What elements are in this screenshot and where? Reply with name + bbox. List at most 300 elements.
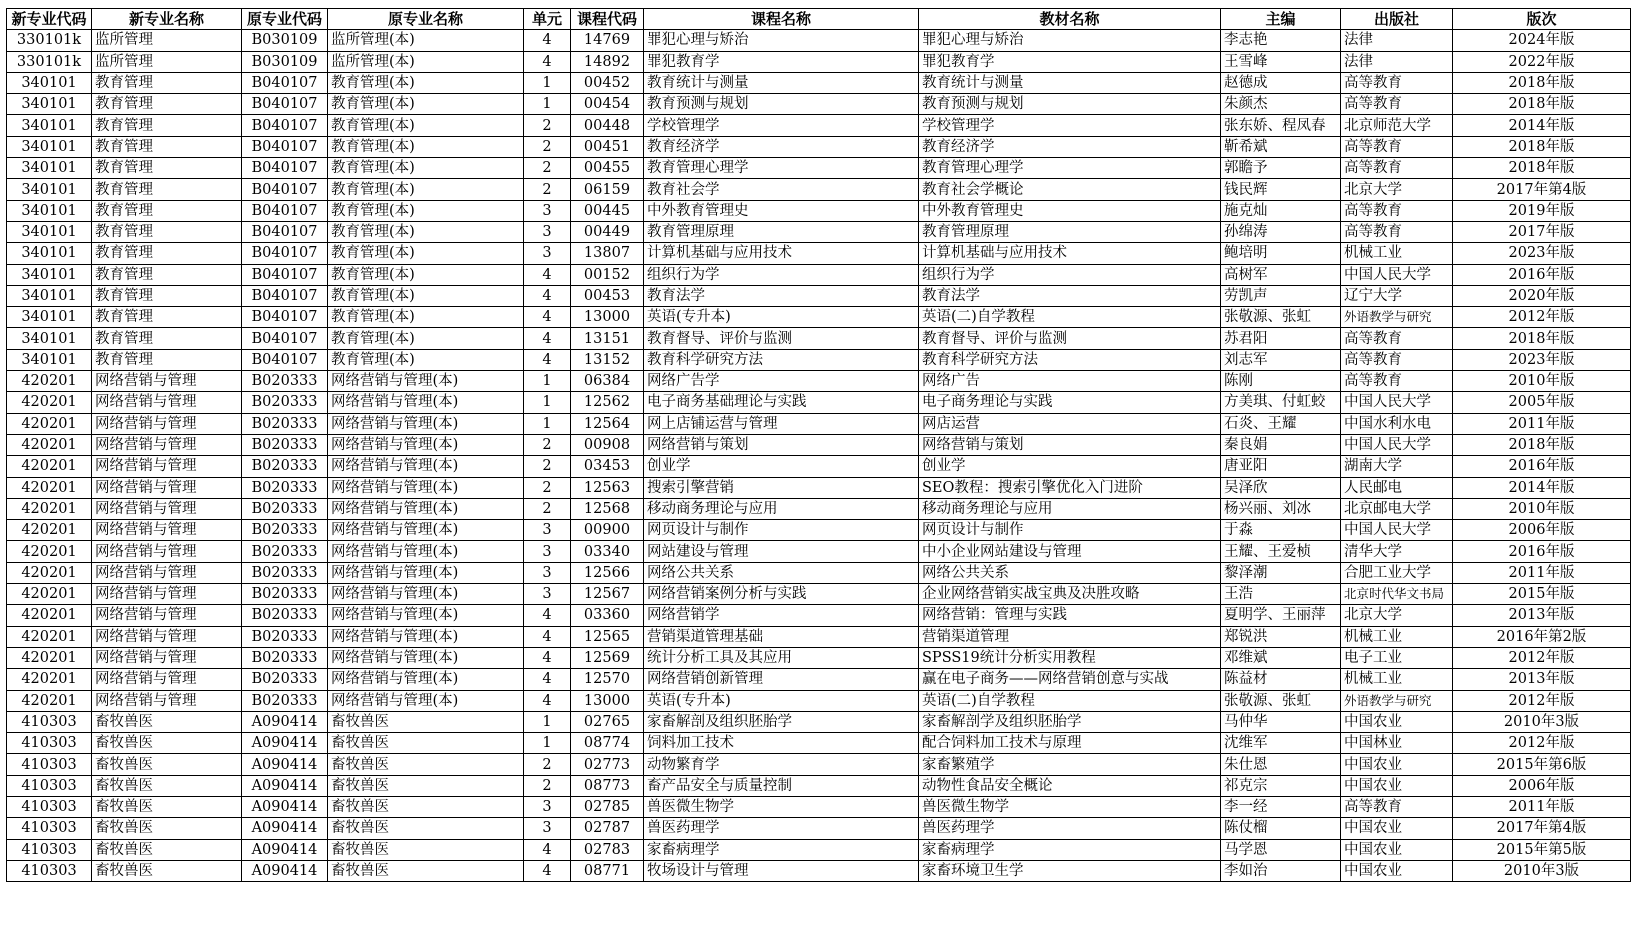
cell-old-major-name: 教育管理(本) bbox=[328, 94, 524, 115]
cell-edition: 2012年版 bbox=[1453, 307, 1631, 328]
table-row bbox=[7, 711, 1631, 732]
cell-edition: 2015年版 bbox=[1453, 584, 1631, 605]
cell-editor: 陈刚 bbox=[1221, 371, 1341, 392]
cell-edition: 2010年3版 bbox=[1453, 860, 1631, 881]
cell-edition: 2018年版 bbox=[1453, 328, 1631, 349]
cell-course-name: 统计分析工具及其应用 bbox=[644, 647, 919, 668]
cell-new-major-name: 网络营销与管理 bbox=[92, 669, 242, 690]
cell-new-major-code: 340101 bbox=[7, 285, 92, 306]
table-row bbox=[7, 839, 1631, 860]
cell-edition: 2018年版 bbox=[1453, 72, 1631, 93]
cell-publisher: 中国农业 bbox=[1341, 818, 1453, 839]
cell-edition: 2014年版 bbox=[1453, 115, 1631, 136]
cell-new-major-code: 330101k bbox=[7, 30, 92, 51]
cell-course-code: 00451 bbox=[571, 136, 644, 157]
cell-course-name: 家畜病理学 bbox=[644, 839, 919, 860]
cell-course-name: 家畜解剖及组织胚胎学 bbox=[644, 711, 919, 732]
cell-new-major-name: 监所管理 bbox=[92, 51, 242, 72]
table-row bbox=[7, 626, 1631, 647]
cell-textbook-name: 网络营销：管理与实践 bbox=[919, 605, 1221, 626]
cell-editor: 鲍培明 bbox=[1221, 243, 1341, 264]
table-row bbox=[7, 285, 1631, 306]
cell-edition: 2006年版 bbox=[1453, 775, 1631, 796]
cell-textbook-name: 移动商务理论与应用 bbox=[919, 498, 1221, 519]
cell-new-major-code: 420201 bbox=[7, 498, 92, 519]
cell-edition: 2015年第5版 bbox=[1453, 839, 1631, 860]
table-row bbox=[7, 690, 1631, 711]
cell-textbook-name: 家畜病理学 bbox=[919, 839, 1221, 860]
cell-editor: 钱民辉 bbox=[1221, 179, 1341, 200]
header-edition: 版次 bbox=[1453, 9, 1631, 30]
cell-old-major-code: A090414 bbox=[242, 796, 328, 817]
cell-new-major-code: 340101 bbox=[7, 349, 92, 370]
cell-course-name: 教育预测与规划 bbox=[644, 94, 919, 115]
cell-new-major-name: 网络营销与管理 bbox=[92, 541, 242, 562]
cell-course-name: 网页设计与制作 bbox=[644, 520, 919, 541]
table-row bbox=[7, 647, 1631, 668]
cell-old-major-name: 监所管理(本) bbox=[328, 51, 524, 72]
cell-course-name: 教育法学 bbox=[644, 285, 919, 306]
cell-edition: 2014年版 bbox=[1453, 477, 1631, 498]
cell-editor: 张敬源、张虹 bbox=[1221, 307, 1341, 328]
cell-course-code: 02783 bbox=[571, 839, 644, 860]
cell-edition: 2011年版 bbox=[1453, 413, 1631, 434]
cell-old-major-name: 畜牧兽医 bbox=[328, 796, 524, 817]
cell-unit: 3 bbox=[524, 584, 571, 605]
cell-new-major-code: 420201 bbox=[7, 626, 92, 647]
cell-new-major-name: 网络营销与管理 bbox=[92, 477, 242, 498]
table-row bbox=[7, 221, 1631, 242]
cell-publisher: 高等教育 bbox=[1341, 221, 1453, 242]
cell-textbook-name: 英语(二)自学教程 bbox=[919, 690, 1221, 711]
cell-edition: 2018年版 bbox=[1453, 136, 1631, 157]
cell-editor: 王浩 bbox=[1221, 584, 1341, 605]
cell-course-name: 牧场设计与管理 bbox=[644, 860, 919, 881]
cell-editor: 孙绵涛 bbox=[1221, 221, 1341, 242]
cell-edition: 2005年版 bbox=[1453, 392, 1631, 413]
cell-course-name: 英语(专升本) bbox=[644, 690, 919, 711]
cell-old-major-name: 教育管理(本) bbox=[328, 72, 524, 93]
cell-course-code: 02787 bbox=[571, 818, 644, 839]
cell-new-major-code: 420201 bbox=[7, 647, 92, 668]
cell-new-major-code: 420201 bbox=[7, 690, 92, 711]
cell-new-major-name: 畜牧兽医 bbox=[92, 775, 242, 796]
cell-editor: 石炎、王耀 bbox=[1221, 413, 1341, 434]
cell-new-major-name: 网络营销与管理 bbox=[92, 626, 242, 647]
header-new-major-name: 新专业名称 bbox=[92, 9, 242, 30]
cell-publisher: 法律 bbox=[1341, 51, 1453, 72]
cell-edition: 2006年版 bbox=[1453, 520, 1631, 541]
cell-new-major-name: 教育管理 bbox=[92, 200, 242, 221]
cell-old-major-code: B040107 bbox=[242, 221, 328, 242]
cell-publisher: 高等教育 bbox=[1341, 796, 1453, 817]
cell-unit: 3 bbox=[524, 562, 571, 583]
header-course-code: 课程代码 bbox=[571, 9, 644, 30]
cell-course-code: 02765 bbox=[571, 711, 644, 732]
cell-course-name: 罪犯心理与矫治 bbox=[644, 30, 919, 51]
cell-course-name: 中外教育管理史 bbox=[644, 200, 919, 221]
cell-publisher: 北京大学 bbox=[1341, 179, 1453, 200]
cell-editor: 李一经 bbox=[1221, 796, 1341, 817]
cell-old-major-name: 教育管理(本) bbox=[328, 243, 524, 264]
cell-unit: 3 bbox=[524, 818, 571, 839]
cell-course-code: 00908 bbox=[571, 434, 644, 455]
cell-new-major-name: 畜牧兽医 bbox=[92, 839, 242, 860]
cell-edition: 2016年版 bbox=[1453, 456, 1631, 477]
cell-textbook-name: 英语(二)自学教程 bbox=[919, 307, 1221, 328]
cell-course-code: 03340 bbox=[571, 541, 644, 562]
cell-course-code: 00454 bbox=[571, 94, 644, 115]
cell-course-name: 组织行为学 bbox=[644, 264, 919, 285]
cell-old-major-code: B020333 bbox=[242, 541, 328, 562]
cell-old-major-name: 畜牧兽医 bbox=[328, 733, 524, 754]
cell-new-major-name: 教育管理 bbox=[92, 349, 242, 370]
cell-unit: 2 bbox=[524, 775, 571, 796]
table-row bbox=[7, 584, 1631, 605]
cell-unit: 3 bbox=[524, 520, 571, 541]
cell-editor: 沈维军 bbox=[1221, 733, 1341, 754]
cell-new-major-code: 340101 bbox=[7, 136, 92, 157]
cell-old-major-name: 畜牧兽医 bbox=[328, 775, 524, 796]
cell-old-major-code: A090414 bbox=[242, 775, 328, 796]
cell-course-code: 02785 bbox=[571, 796, 644, 817]
cell-textbook-name: 教育科学研究方法 bbox=[919, 349, 1221, 370]
cell-new-major-code: 420201 bbox=[7, 477, 92, 498]
table-row bbox=[7, 371, 1631, 392]
cell-old-major-code: B040107 bbox=[242, 243, 328, 264]
cell-course-code: 12564 bbox=[571, 413, 644, 434]
cell-publisher: 中国人民大学 bbox=[1341, 392, 1453, 413]
table-row bbox=[7, 541, 1631, 562]
cell-course-name: 教育管理心理学 bbox=[644, 158, 919, 179]
cell-new-major-code: 410303 bbox=[7, 796, 92, 817]
cell-new-major-name: 畜牧兽医 bbox=[92, 754, 242, 775]
cell-new-major-code: 410303 bbox=[7, 860, 92, 881]
cell-new-major-name: 畜牧兽医 bbox=[92, 860, 242, 881]
cell-new-major-name: 教育管理 bbox=[92, 158, 242, 179]
cell-editor: 朱仕恩 bbox=[1221, 754, 1341, 775]
cell-course-code: 00449 bbox=[571, 221, 644, 242]
header-unit: 单元 bbox=[524, 9, 571, 30]
cell-course-code: 13151 bbox=[571, 328, 644, 349]
header-textbook-name: 教材名称 bbox=[919, 9, 1221, 30]
cell-course-code: 03360 bbox=[571, 605, 644, 626]
cell-publisher: 北京大学 bbox=[1341, 605, 1453, 626]
cell-publisher: 高等教育 bbox=[1341, 72, 1453, 93]
cell-textbook-name: 创业学 bbox=[919, 456, 1221, 477]
cell-new-major-code: 410303 bbox=[7, 733, 92, 754]
cell-course-code: 03453 bbox=[571, 456, 644, 477]
cell-edition: 2017年第4版 bbox=[1453, 179, 1631, 200]
cell-unit: 3 bbox=[524, 243, 571, 264]
cell-unit: 2 bbox=[524, 477, 571, 498]
cell-old-major-name: 网络营销与管理(本) bbox=[328, 392, 524, 413]
table-row bbox=[7, 754, 1631, 775]
cell-editor: 劳凯声 bbox=[1221, 285, 1341, 306]
cell-textbook-name: 网络营销与策划 bbox=[919, 434, 1221, 455]
cell-publisher: 中国人民大学 bbox=[1341, 434, 1453, 455]
cell-old-major-code: B030109 bbox=[242, 51, 328, 72]
cell-editor: 李志艳 bbox=[1221, 30, 1341, 51]
cell-old-major-name: 畜牧兽医 bbox=[328, 839, 524, 860]
cell-old-major-code: B040107 bbox=[242, 307, 328, 328]
cell-old-major-name: 教育管理(本) bbox=[328, 349, 524, 370]
cell-publisher: 人民邮电 bbox=[1341, 477, 1453, 498]
cell-old-major-code: B040107 bbox=[242, 349, 328, 370]
cell-course-code: 08774 bbox=[571, 733, 644, 754]
cell-new-major-code: 420201 bbox=[7, 392, 92, 413]
cell-unit: 4 bbox=[524, 264, 571, 285]
cell-edition: 2012年版 bbox=[1453, 733, 1631, 754]
cell-publisher: 高等教育 bbox=[1341, 371, 1453, 392]
cell-textbook-name: 学校管理学 bbox=[919, 115, 1221, 136]
cell-old-major-code: B020333 bbox=[242, 477, 328, 498]
cell-publisher: 中国农业 bbox=[1341, 775, 1453, 796]
cell-textbook-name: 动物性食品安全概论 bbox=[919, 775, 1221, 796]
cell-new-major-name: 网络营销与管理 bbox=[92, 456, 242, 477]
cell-course-name: 网上店铺运营与管理 bbox=[644, 413, 919, 434]
cell-old-major-code: B040107 bbox=[242, 264, 328, 285]
cell-new-major-code: 420201 bbox=[7, 541, 92, 562]
table-row bbox=[7, 456, 1631, 477]
cell-textbook-name: 网店运营 bbox=[919, 413, 1221, 434]
cell-publisher: 合肥工业大学 bbox=[1341, 562, 1453, 583]
cell-course-code: 00448 bbox=[571, 115, 644, 136]
cell-new-major-name: 网络营销与管理 bbox=[92, 647, 242, 668]
cell-edition: 2010年版 bbox=[1453, 498, 1631, 519]
cell-new-major-name: 教育管理 bbox=[92, 136, 242, 157]
cell-old-major-name: 网络营销与管理(本) bbox=[328, 477, 524, 498]
cell-edition: 2024年版 bbox=[1453, 30, 1631, 51]
cell-old-major-name: 教育管理(本) bbox=[328, 158, 524, 179]
header-row bbox=[7, 9, 1631, 30]
cell-new-major-name: 网络营销与管理 bbox=[92, 498, 242, 519]
cell-editor: 赵德成 bbox=[1221, 72, 1341, 93]
cell-old-major-code: B020333 bbox=[242, 371, 328, 392]
cell-editor: 朱颜杰 bbox=[1221, 94, 1341, 115]
cell-course-name: 搜索引擎营销 bbox=[644, 477, 919, 498]
cell-textbook-name: 家畜繁殖学 bbox=[919, 754, 1221, 775]
cell-course-code: 00152 bbox=[571, 264, 644, 285]
cell-publisher: 北京师范大学 bbox=[1341, 115, 1453, 136]
cell-unit: 4 bbox=[524, 307, 571, 328]
cell-course-name: 网络公共关系 bbox=[644, 562, 919, 583]
cell-textbook-name: 家畜解剖学及组织胚胎学 bbox=[919, 711, 1221, 732]
cell-unit: 3 bbox=[524, 200, 571, 221]
cell-old-major-code: B040107 bbox=[242, 136, 328, 157]
cell-unit: 1 bbox=[524, 413, 571, 434]
cell-old-major-name: 网络营销与管理(本) bbox=[328, 498, 524, 519]
cell-course-name: 网站建设与管理 bbox=[644, 541, 919, 562]
header-old-major-code: 原专业代码 bbox=[242, 9, 328, 30]
cell-new-major-name: 网络营销与管理 bbox=[92, 584, 242, 605]
cell-old-major-name: 网络营销与管理(本) bbox=[328, 669, 524, 690]
cell-publisher: 高等教育 bbox=[1341, 200, 1453, 221]
cell-new-major-name: 教育管理 bbox=[92, 179, 242, 200]
cell-unit: 4 bbox=[524, 328, 571, 349]
cell-old-major-name: 畜牧兽医 bbox=[328, 860, 524, 881]
cell-old-major-name: 教育管理(本) bbox=[328, 200, 524, 221]
cell-new-major-name: 网络营销与管理 bbox=[92, 413, 242, 434]
cell-unit: 4 bbox=[524, 605, 571, 626]
cell-old-major-code: B040107 bbox=[242, 285, 328, 306]
cell-editor: 于淼 bbox=[1221, 520, 1341, 541]
cell-publisher: 清华大学 bbox=[1341, 541, 1453, 562]
cell-old-major-name: 畜牧兽医 bbox=[328, 754, 524, 775]
cell-course-code: 08773 bbox=[571, 775, 644, 796]
cell-editor: 邓维斌 bbox=[1221, 647, 1341, 668]
cell-textbook-name: 电子商务理论与实践 bbox=[919, 392, 1221, 413]
cell-textbook-name: 罪犯教育学 bbox=[919, 51, 1221, 72]
cell-textbook-name: 教育统计与测量 bbox=[919, 72, 1221, 93]
cell-course-name: 网络营销学 bbox=[644, 605, 919, 626]
cell-unit: 1 bbox=[524, 733, 571, 754]
cell-course-code: 13152 bbox=[571, 349, 644, 370]
table-row bbox=[7, 307, 1631, 328]
cell-publisher: 机械工业 bbox=[1341, 669, 1453, 690]
cell-course-name: 畜产品安全与质量控制 bbox=[644, 775, 919, 796]
cell-old-major-code: A090414 bbox=[242, 754, 328, 775]
cell-edition: 2022年版 bbox=[1453, 51, 1631, 72]
cell-publisher: 辽宁大学 bbox=[1341, 285, 1453, 306]
cell-edition: 2020年版 bbox=[1453, 285, 1631, 306]
cell-textbook-name: 教育经济学 bbox=[919, 136, 1221, 157]
cell-editor: 陈仗榴 bbox=[1221, 818, 1341, 839]
cell-editor: 王雪峰 bbox=[1221, 51, 1341, 72]
cell-textbook-name: 教育社会学概论 bbox=[919, 179, 1221, 200]
cell-editor: 陈益材 bbox=[1221, 669, 1341, 690]
cell-unit: 4 bbox=[524, 839, 571, 860]
cell-new-major-name: 网络营销与管理 bbox=[92, 520, 242, 541]
cell-new-major-code: 420201 bbox=[7, 605, 92, 626]
cell-course-name: 移动商务理论与应用 bbox=[644, 498, 919, 519]
table-row bbox=[7, 796, 1631, 817]
cell-unit: 3 bbox=[524, 796, 571, 817]
cell-unit: 2 bbox=[524, 498, 571, 519]
cell-publisher: 法律 bbox=[1341, 30, 1453, 51]
cell-old-major-name: 网络营销与管理(本) bbox=[328, 605, 524, 626]
cell-textbook-name: 网页设计与制作 bbox=[919, 520, 1221, 541]
cell-old-major-code: B020333 bbox=[242, 647, 328, 668]
cell-old-major-code: B040107 bbox=[242, 200, 328, 221]
cell-editor: 高树军 bbox=[1221, 264, 1341, 285]
cell-course-code: 06159 bbox=[571, 179, 644, 200]
cell-old-major-code: B020333 bbox=[242, 562, 328, 583]
cell-old-major-name: 网络营销与管理(本) bbox=[328, 562, 524, 583]
cell-edition: 2015年第6版 bbox=[1453, 754, 1631, 775]
cell-old-major-name: 网络营销与管理(本) bbox=[328, 520, 524, 541]
cell-new-major-name: 网络营销与管理 bbox=[92, 371, 242, 392]
cell-old-major-name: 教育管理(本) bbox=[328, 115, 524, 136]
cell-old-major-code: A090414 bbox=[242, 839, 328, 860]
cell-new-major-code: 420201 bbox=[7, 456, 92, 477]
cell-course-name: 教育管理原理 bbox=[644, 221, 919, 242]
cell-textbook-name: 计算机基础与应用技术 bbox=[919, 243, 1221, 264]
cell-unit: 4 bbox=[524, 647, 571, 668]
header-publisher: 出版社 bbox=[1341, 9, 1453, 30]
cell-course-name: 教育经济学 bbox=[644, 136, 919, 157]
cell-editor: 王耀、王爱桢 bbox=[1221, 541, 1341, 562]
table-row bbox=[7, 94, 1631, 115]
cell-new-major-code: 420201 bbox=[7, 413, 92, 434]
cell-old-major-code: B020333 bbox=[242, 584, 328, 605]
cell-textbook-name: 教育督导、评价与监测 bbox=[919, 328, 1221, 349]
cell-unit: 2 bbox=[524, 115, 571, 136]
cell-unit: 3 bbox=[524, 221, 571, 242]
cell-textbook-name: 组织行为学 bbox=[919, 264, 1221, 285]
cell-old-major-code: B040107 bbox=[242, 179, 328, 200]
table-row bbox=[7, 818, 1631, 839]
cell-old-major-code: B030109 bbox=[242, 30, 328, 51]
cell-unit: 4 bbox=[524, 626, 571, 647]
cell-edition: 2018年版 bbox=[1453, 434, 1631, 455]
cell-course-name: 兽医药理学 bbox=[644, 818, 919, 839]
cell-old-major-code: B020333 bbox=[242, 690, 328, 711]
cell-unit: 1 bbox=[524, 711, 571, 732]
table-row bbox=[7, 200, 1631, 221]
cell-editor: 杨兴丽、刘冰 bbox=[1221, 498, 1341, 519]
cell-old-major-code: B020333 bbox=[242, 605, 328, 626]
cell-new-major-code: 340101 bbox=[7, 179, 92, 200]
cell-unit: 4 bbox=[524, 51, 571, 72]
cell-course-name: 教育科学研究方法 bbox=[644, 349, 919, 370]
cell-course-code: 00455 bbox=[571, 158, 644, 179]
cell-publisher: 中国林业 bbox=[1341, 733, 1453, 754]
cell-unit: 2 bbox=[524, 158, 571, 179]
cell-textbook-name: 教育法学 bbox=[919, 285, 1221, 306]
cell-textbook-name: 营销渠道管理 bbox=[919, 626, 1221, 647]
cell-old-major-name: 教育管理(本) bbox=[328, 264, 524, 285]
cell-course-code: 12565 bbox=[571, 626, 644, 647]
cell-textbook-name: 家畜环境卫生学 bbox=[919, 860, 1221, 881]
cell-edition: 2010年版 bbox=[1453, 371, 1631, 392]
cell-new-major-code: 340101 bbox=[7, 328, 92, 349]
cell-edition: 2016年版 bbox=[1453, 541, 1631, 562]
cell-unit: 1 bbox=[524, 371, 571, 392]
cell-publisher: 机械工业 bbox=[1341, 243, 1453, 264]
cell-editor: 李如治 bbox=[1221, 860, 1341, 881]
cell-textbook-name: 兽医微生物学 bbox=[919, 796, 1221, 817]
cell-old-major-code: B020333 bbox=[242, 669, 328, 690]
table-row bbox=[7, 498, 1631, 519]
cell-new-major-name: 教育管理 bbox=[92, 264, 242, 285]
cell-textbook-name: 赢在电子商务——网络营销创意与实战 bbox=[919, 669, 1221, 690]
cell-edition: 2011年版 bbox=[1453, 796, 1631, 817]
cell-course-name: 创业学 bbox=[644, 456, 919, 477]
cell-course-name: 饲料加工技术 bbox=[644, 733, 919, 754]
cell-new-major-code: 410303 bbox=[7, 754, 92, 775]
cell-course-code: 06384 bbox=[571, 371, 644, 392]
cell-old-major-name: 网络营销与管理(本) bbox=[328, 456, 524, 477]
cell-edition: 2016年版 bbox=[1453, 264, 1631, 285]
cell-course-code: 14892 bbox=[571, 51, 644, 72]
cell-edition: 2017年版 bbox=[1453, 221, 1631, 242]
cell-old-major-name: 网络营销与管理(本) bbox=[328, 626, 524, 647]
cell-new-major-name: 网络营销与管理 bbox=[92, 690, 242, 711]
cell-publisher: 电子工业 bbox=[1341, 647, 1453, 668]
cell-old-major-name: 教育管理(本) bbox=[328, 179, 524, 200]
cell-course-name: 兽医微生物学 bbox=[644, 796, 919, 817]
cell-publisher: 北京邮电大学 bbox=[1341, 498, 1453, 519]
cell-publisher: 高等教育 bbox=[1341, 328, 1453, 349]
cell-old-major-code: B040107 bbox=[242, 328, 328, 349]
cell-course-name: 电子商务基础理论与实践 bbox=[644, 392, 919, 413]
cell-old-major-name: 畜牧兽医 bbox=[328, 818, 524, 839]
cell-unit: 4 bbox=[524, 285, 571, 306]
cell-course-code: 12566 bbox=[571, 562, 644, 583]
cell-unit: 4 bbox=[524, 860, 571, 881]
cell-editor: 苏君阳 bbox=[1221, 328, 1341, 349]
